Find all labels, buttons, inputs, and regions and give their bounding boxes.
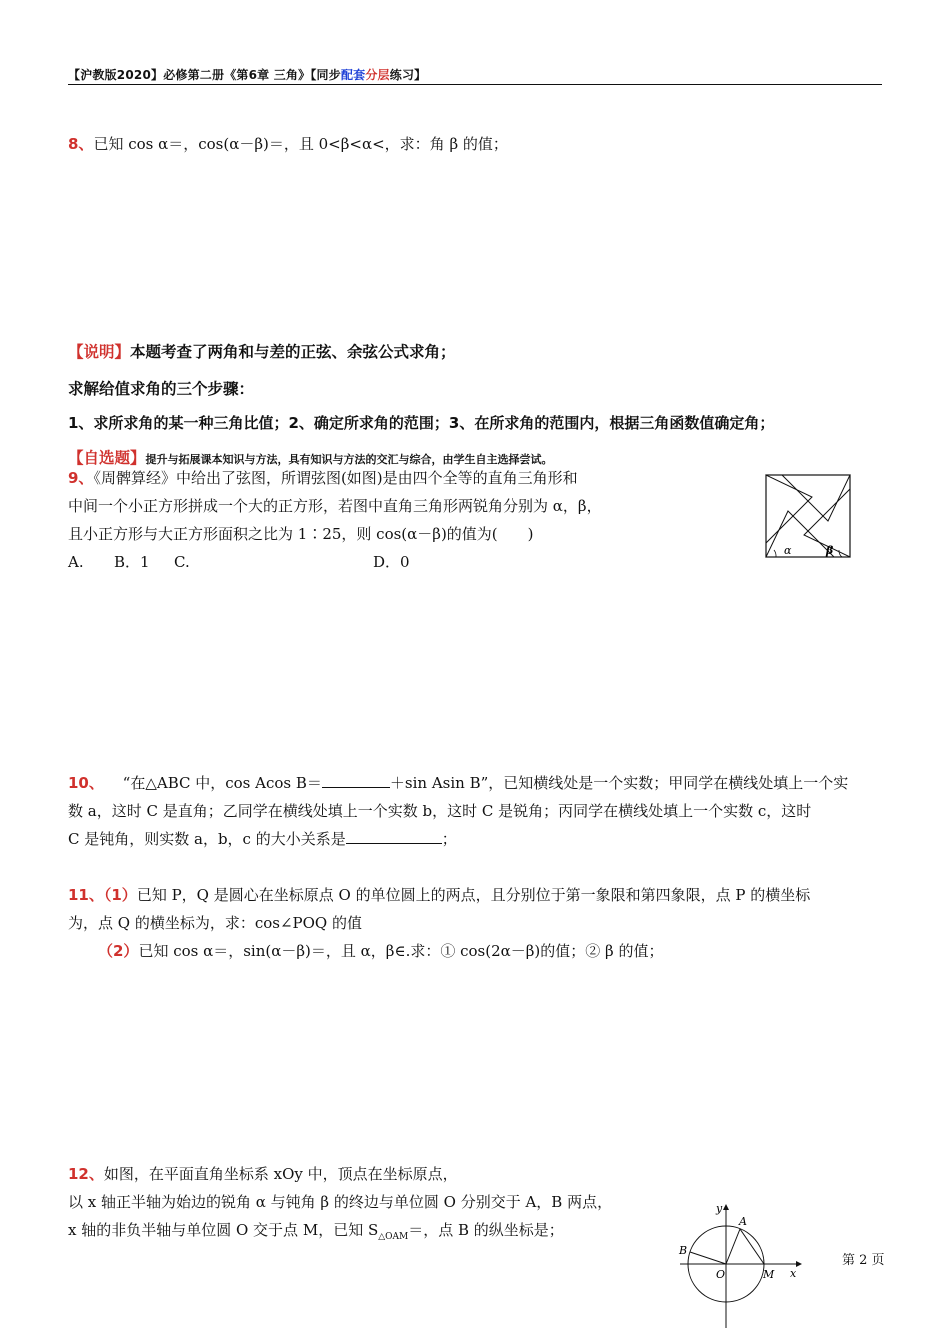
answer-blank-1[interactable] (322, 773, 390, 788)
question-11-line-2: 为，点 Q 的横坐标为，求：cos∠POQ 的值 (68, 914, 362, 932)
origin-label: O (716, 1268, 726, 1281)
question-11-line-1 (68, 884, 810, 906)
question-11-line-3 (98, 940, 664, 962)
question-number: 12、 (68, 1165, 104, 1183)
question-12-line-2: 以 x 轴正半轴为始边的锐角 α 与钝角 β 的终边与单位圆 O 分别交于 A，B 两点， (68, 1193, 613, 1211)
question-text: 已知 cos α＝，cos(α－β)＝，且 0<β<α<，求：角 β 的值； (93, 135, 508, 153)
header-highlight-fenceng: 分层 (365, 68, 390, 82)
question-9-line-3: 且小正方形与大正方形面积之比为 1∶25，则 cos(α－β)的值为( ) (68, 525, 534, 543)
option-d[interactable]: D．0 (373, 553, 410, 571)
note-line-1 (68, 340, 456, 362)
note-tag: 【说明】 (68, 343, 131, 361)
note-text: 本题考查了两角和与差的正弦、余弦公式求角； (130, 343, 456, 361)
question-10-line-1 (68, 772, 848, 794)
note-line-3: 1、求所求角的某一种三角比值；2、确定所求角的范围；3、在所求角的范围内，根据三角函数值确定角； (68, 414, 775, 432)
header-highlight-peitao: 配套 (340, 68, 366, 82)
beta-label: β (826, 544, 834, 557)
alpha-label: α (784, 544, 792, 557)
question-9-line-1 (68, 467, 578, 489)
header-title: 【沪教版2020】必修第二册《第6章 三角》【同步 (68, 68, 341, 82)
question-number: 9、 (68, 469, 94, 487)
option-b[interactable]: B．1 (114, 553, 150, 571)
point-m-label: M (763, 1268, 775, 1281)
question-8 (68, 133, 508, 155)
x-label: x (790, 1267, 797, 1280)
x-axis-arrow (796, 1261, 802, 1267)
right-triangle-4 (766, 475, 812, 543)
question-text: 如图，在平面直角坐标系 xOy 中，顶点在坐标原点， (103, 1165, 458, 1183)
question-10-line-2: 数 a，这时 C 是直角；乙同学在横线处填上一个实数 b，这时 C 是锐角；丙同学在横线处填上一个实数 c，这时 (68, 802, 812, 820)
page-header (68, 66, 882, 83)
sub-question-2-label: （2） (98, 942, 139, 960)
question-text-continued: ＋sin Asin B”，已知横线处是一个实数；甲同学在横线处填上一个实 (389, 774, 849, 792)
page-number: 第 2 页 (842, 1253, 885, 1268)
alpha-arc (774, 550, 776, 557)
question-text-continued: ＝，点 B 的纵坐标是； (408, 1221, 564, 1239)
point-a-label: A (739, 1215, 747, 1228)
header-divider (68, 84, 882, 85)
question-text: 已知 P，Q 是圆心在坐标原点 O 的单位圆上的两点，且分别位于第一象限和第四象限，点 P 的横坐标 (136, 886, 811, 904)
question-text: x 轴的非负半轴与单位圆 O 交于点 M，已知 S (68, 1221, 379, 1239)
question-number: 11、 (68, 886, 104, 904)
point-b-label: B (679, 1244, 688, 1257)
right-triangle-1 (766, 511, 834, 557)
question-12-line-3 (68, 1219, 564, 1248)
question-number: 8、 (68, 135, 94, 153)
segment-am (740, 1229, 764, 1264)
option-a[interactable]: A. (68, 553, 84, 571)
sub-question-1-label: （1） (103, 886, 137, 904)
question-number: 10、 (68, 774, 104, 792)
right-triangle-3 (782, 475, 850, 521)
question-9-line-2: 中间一个小正方形拼成一个大的正方形，若图中直角三角形两锐角分别为 α，β， (68, 497, 602, 515)
chord-diagram-figure (764, 473, 854, 561)
subscript-oam: △OAM (378, 1232, 409, 1242)
y-axis-arrow (723, 1204, 729, 1210)
question-text: “在△ABC 中，cos Acos B＝ (122, 774, 322, 792)
terminal-side-a (726, 1229, 740, 1264)
terminal-side-b (690, 1252, 726, 1264)
y-label: y (716, 1202, 723, 1215)
note-line-2: 求解给值求角的三个步骤： (68, 380, 255, 398)
question-text: 《周髀算经》中给出了弦图，所谓弦图(如图)是由四个全等的直角三角形和 (93, 469, 578, 487)
question-12-line-1 (68, 1163, 458, 1185)
punctuation: ； (441, 830, 457, 848)
optional-section-header (68, 446, 553, 468)
question-text: 已知 cos α＝，sin(α－β)＝，且 α，β∈.求：① cos(2α－β)的值；② β 的值； (138, 942, 664, 960)
unit-circle-figure (676, 1198, 806, 1330)
header-suffix: 练习】 (389, 68, 427, 82)
question-text: C 是钝角，则实数 a，b，c 的大小关系是 (68, 830, 346, 848)
answer-blank-2[interactable] (346, 829, 442, 844)
optional-description: 提升与拓展课本知识与方法，具有知识与方法的交汇与综合，由学生自主选择尝试。 (145, 453, 553, 466)
outer-square (766, 475, 850, 557)
option-c[interactable]: C. (174, 553, 190, 571)
question-10-line-3 (68, 828, 457, 850)
optional-tag: 【自选题】 (68, 449, 146, 467)
